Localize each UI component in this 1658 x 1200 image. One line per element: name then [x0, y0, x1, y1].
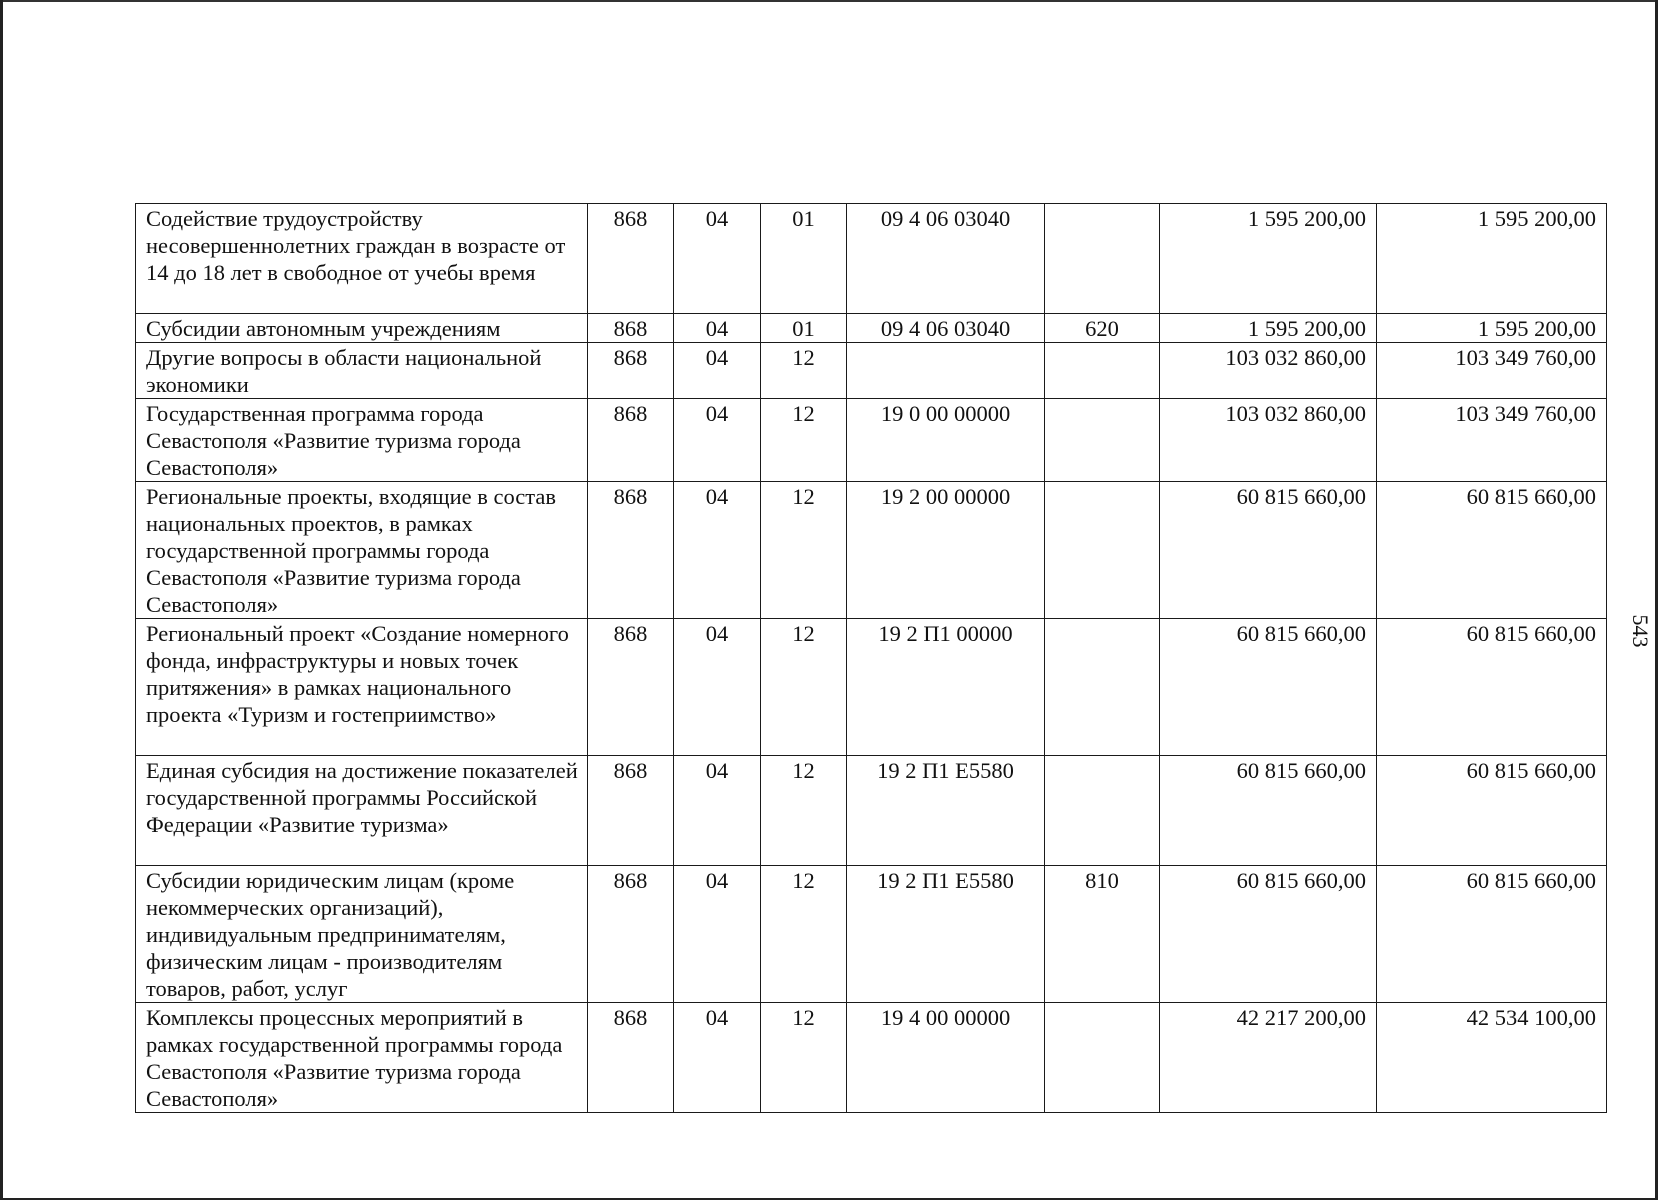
row-rz: 04: [674, 314, 761, 343]
row-csr: 19 2 П1 00000: [847, 619, 1045, 756]
row-vr: [1045, 619, 1160, 756]
row-grbs: 868: [588, 1003, 674, 1113]
row-grbs: 868: [588, 314, 674, 343]
row-rz: 04: [674, 866, 761, 1003]
row-pr: 12: [761, 866, 847, 1003]
row-vr: [1045, 204, 1160, 314]
row-grbs: 868: [588, 866, 674, 1003]
row-csr: 19 4 00 00000: [847, 1003, 1045, 1113]
row-sum2: 42 534 100,00: [1377, 1003, 1607, 1113]
row-sum1: 60 815 660,00: [1160, 619, 1377, 756]
row-sum2: 1 595 200,00: [1377, 204, 1607, 314]
row-name: Субсидии юридическим лицам (кроме некоммерческих организаций), индивидуальным предпринимателям, физическим лицам - производителям товаров, работ, услуг: [136, 866, 588, 1003]
row-sum1: 42 217 200,00: [1160, 1003, 1377, 1113]
row-sum1: 103 032 860,00: [1160, 343, 1377, 399]
row-csr: 19 2 П1 Е5580: [847, 756, 1045, 866]
row-grbs: 868: [588, 343, 674, 399]
row-pr: 12: [761, 482, 847, 619]
row-rz: 04: [674, 756, 761, 866]
table-row: [136, 482, 1607, 619]
table-row: [136, 399, 1607, 482]
row-rz: 04: [674, 482, 761, 619]
row-sum1: 1 595 200,00: [1160, 204, 1377, 314]
row-pr: 12: [761, 1003, 847, 1113]
row-csr: 09 4 06 03040: [847, 204, 1045, 314]
row-grbs: 868: [588, 204, 674, 314]
row-csr: 19 2 00 00000: [847, 482, 1045, 619]
row-sum2: 60 815 660,00: [1377, 756, 1607, 866]
table-row: [136, 343, 1607, 399]
row-sum1: 60 815 660,00: [1160, 482, 1377, 619]
table-row: [136, 866, 1607, 1003]
table-body: [136, 204, 1607, 1113]
row-csr: 19 2 П1 Е5580: [847, 866, 1045, 1003]
row-csr: 09 4 06 03040: [847, 314, 1045, 343]
table-row: [136, 1003, 1607, 1113]
row-grbs: 868: [588, 399, 674, 482]
row-csr: 19 0 00 00000: [847, 399, 1045, 482]
row-name: Комплексы процессных мероприятий в рамках государственной программы города Севастополя «Развитие туризма города Севастополя»: [136, 1003, 588, 1113]
row-name: Содействие трудоустройству несовершеннолетних граждан в возрасте от 14 до 18 лет в свободное от учебы время: [136, 204, 588, 314]
row-name: Государственная программа города Севастополя «Развитие туризма города Севастополя»: [136, 399, 588, 482]
row-vr: [1045, 756, 1160, 866]
row-rz: 04: [674, 619, 761, 756]
scan-border-left: [0, 0, 3, 1200]
row-pr: 12: [761, 756, 847, 866]
row-sum2: 60 815 660,00: [1377, 866, 1607, 1003]
row-pr: 12: [761, 343, 847, 399]
row-rz: 04: [674, 204, 761, 314]
scan-border-top: [0, 0, 1658, 2]
row-grbs: 868: [588, 482, 674, 619]
row-rz: 04: [674, 343, 761, 399]
page-number: 543: [1628, 614, 1653, 648]
row-csr: [847, 343, 1045, 399]
table-row: [136, 756, 1607, 866]
row-pr: 12: [761, 619, 847, 756]
row-vr: [1045, 1003, 1160, 1113]
row-sum2: 60 815 660,00: [1377, 619, 1607, 756]
row-sum2: 103 349 760,00: [1377, 399, 1607, 482]
row-vr: [1045, 399, 1160, 482]
row-vr: 810: [1045, 866, 1160, 1003]
row-pr: 12: [761, 399, 847, 482]
row-sum2: 103 349 760,00: [1377, 343, 1607, 399]
row-name: Единая субсидия на достижение показателей государственной программы Российской Федерации «Развитие туризма»: [136, 756, 588, 866]
table-row: [136, 314, 1607, 343]
row-sum1: 60 815 660,00: [1160, 866, 1377, 1003]
row-vr: [1045, 482, 1160, 619]
budget-table: [135, 203, 1607, 1113]
row-name: Субсидии автономным учреждениям: [136, 314, 588, 343]
table-row: [136, 619, 1607, 756]
row-rz: 04: [674, 1003, 761, 1113]
row-pr: 01: [761, 204, 847, 314]
row-sum1: 60 815 660,00: [1160, 756, 1377, 866]
row-name: Региональные проекты, входящие в состав национальных проектов, в рамках государственной программы города Севастополя «Развитие туризма города Севастополя»: [136, 482, 588, 619]
row-sum1: 1 595 200,00: [1160, 314, 1377, 343]
row-pr: 01: [761, 314, 847, 343]
row-name: Другие вопросы в области национальной экономики: [136, 343, 588, 399]
row-sum2: 1 595 200,00: [1377, 314, 1607, 343]
row-grbs: 868: [588, 619, 674, 756]
row-vr: 620: [1045, 314, 1160, 343]
row-grbs: 868: [588, 756, 674, 866]
row-rz: 04: [674, 399, 761, 482]
row-name: Региональный проект «Создание номерного фонда, инфраструктуры и новых точек притяжения» в рамках национального проекта «Туризм и гостеприимство»: [136, 619, 588, 756]
row-vr: [1045, 343, 1160, 399]
row-sum2: 60 815 660,00: [1377, 482, 1607, 619]
row-sum1: 103 032 860,00: [1160, 399, 1377, 482]
table-row: [136, 204, 1607, 314]
